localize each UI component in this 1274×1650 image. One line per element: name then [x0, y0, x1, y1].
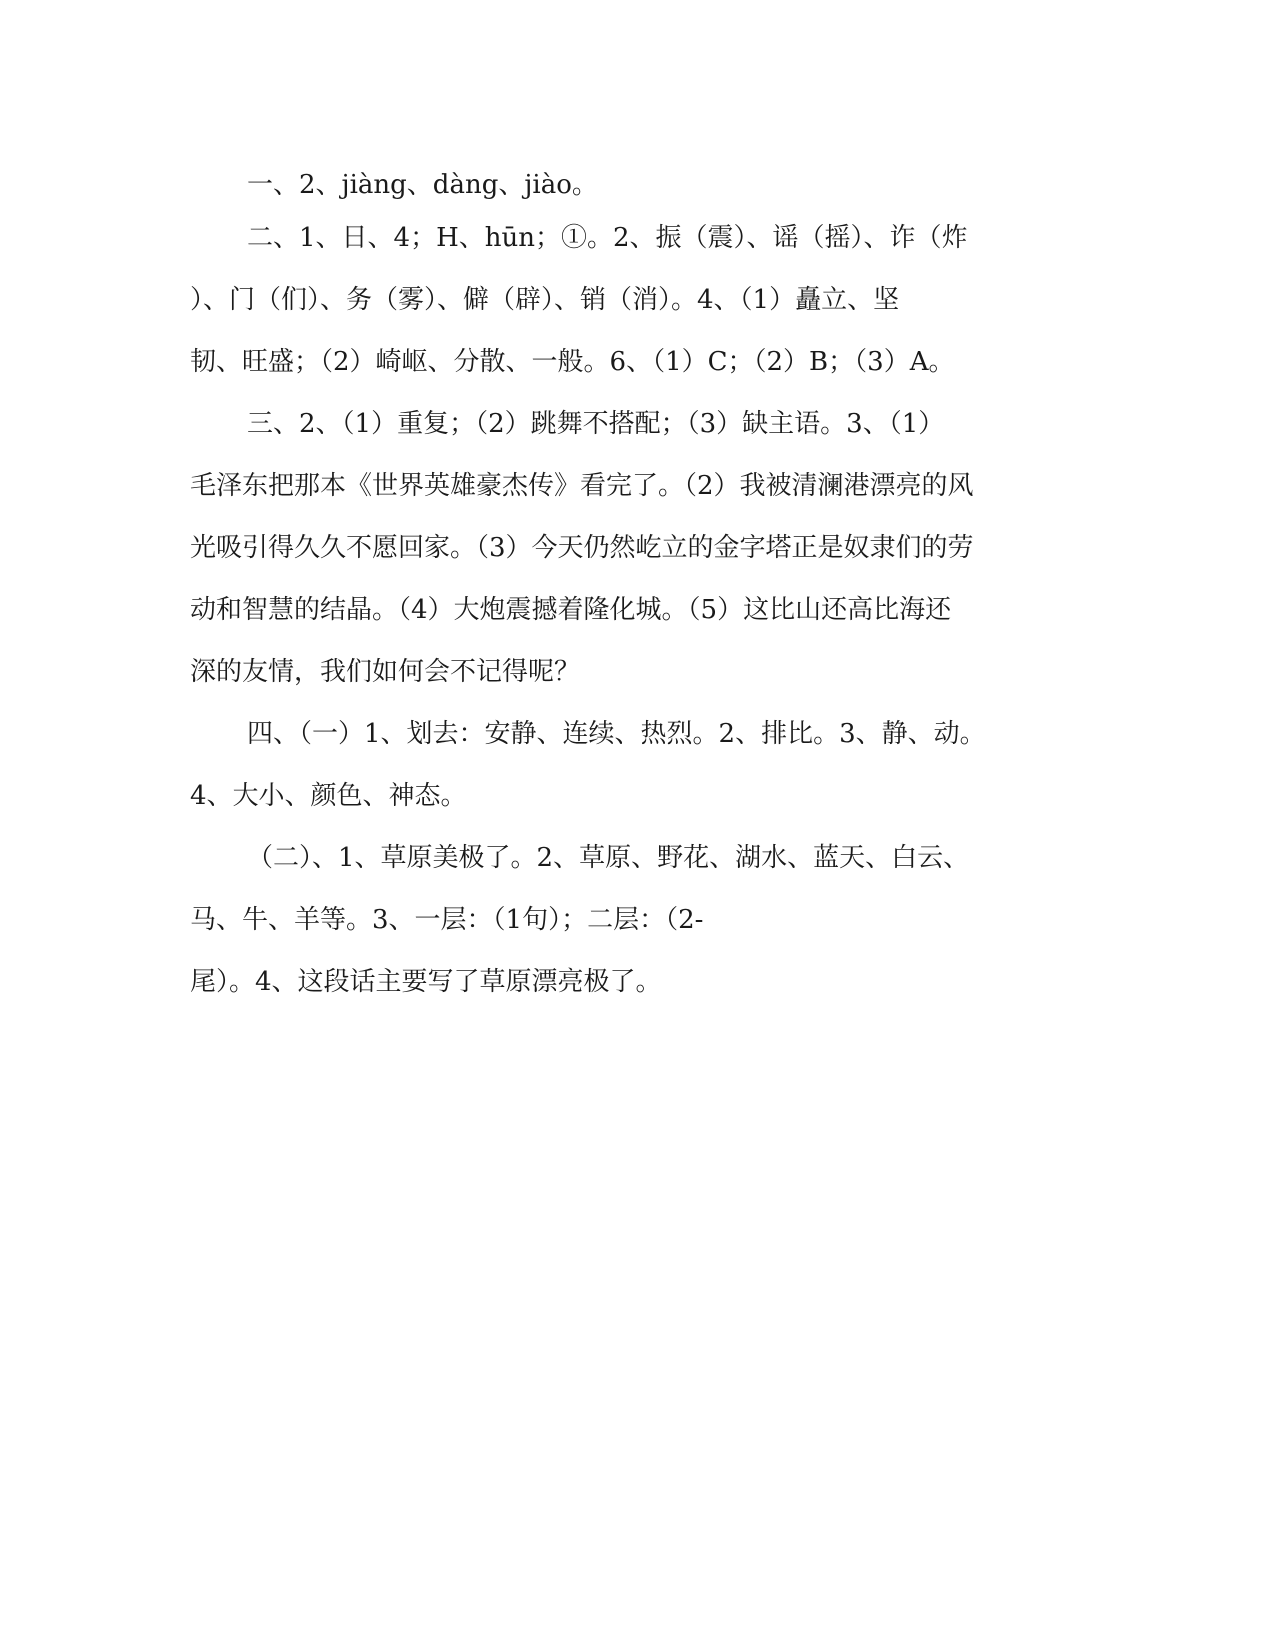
answer-line-7: 光吸引得久久不愿回家。（3）今天仍然屹立的金字塔正是奴隶们的劳	[190, 533, 974, 563]
answer-line-12: （二）、1、草原美极了。2、草原、野花、湖水、蓝天、白云、	[247, 843, 970, 873]
answer-line-3: ）、门（们）、务（雾）、僻（辟）、销（消）。4、（1）矗立、坚	[190, 285, 900, 315]
answer-line-9: 深的友情，我们如何会不记得呢？	[190, 657, 581, 687]
answer-line-6: 毛泽东把那本《世界英雄豪杰传》看完了。（2）我被清澜港漂亮的风	[190, 471, 974, 501]
answer-line-5: 三、2、（1）重复；（2）跳舞不搭配；（3）缺主语。3、（1）	[247, 409, 945, 439]
answer-line-13: 马、牛、羊等。3、一层：（1句）；二层：（2-	[190, 905, 704, 935]
answer-line-14: 尾）。4、这段话主要写了草原漂亮极了。	[190, 967, 662, 997]
answer-line-11: 4、大小、颜色、神态。	[190, 781, 467, 811]
answer-line-4: 韧、旺盛；（2）崎岖、分散、一般。6、（1）C；（2）B；（3）A。	[190, 347, 955, 377]
answer-line-1: 一、2、jiàng、dàng、jiào。	[247, 170, 598, 200]
answer-line-2: 二、1、日、4；H、hūn；①。2、振（震）、谣（摇）、诈（炸	[247, 223, 968, 253]
answer-line-10: 四、（一）1、划去：安静、连续、热烈。2、排比。3、静、动。	[247, 719, 986, 749]
answer-line-8: 动和智慧的结晶。（4）大炮震撼着隆化城。（5）这比山还高比海还	[190, 595, 952, 625]
